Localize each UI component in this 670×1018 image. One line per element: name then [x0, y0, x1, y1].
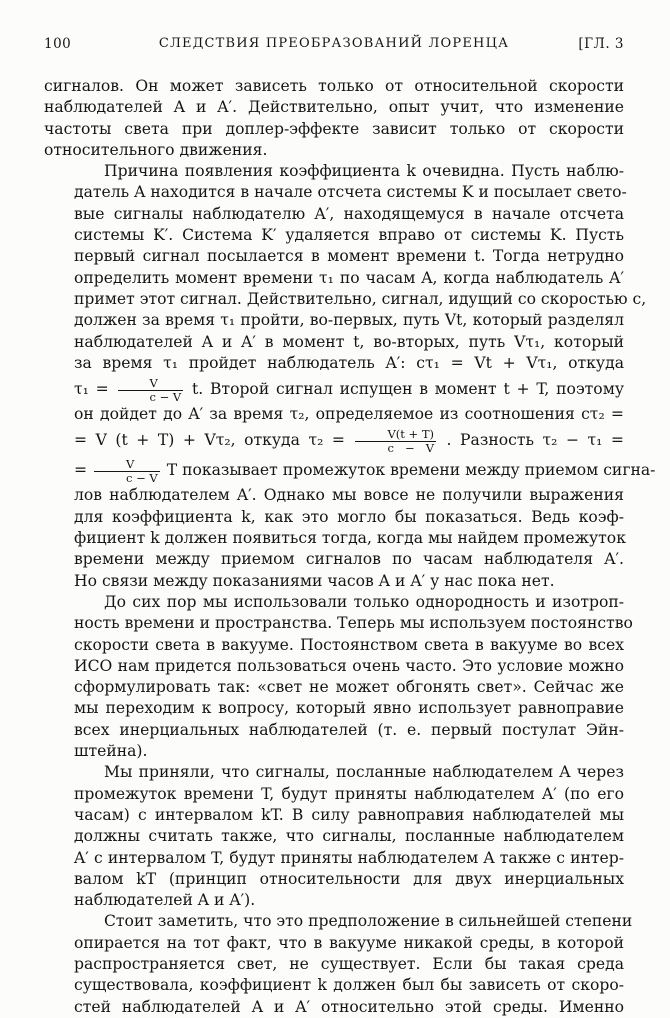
paragraph-4 [44, 762, 624, 911]
formula-line-tau2 [44, 425, 624, 455]
text-line: он дойдет до A′ за время τ₂, определяемое из соотношения cτ₂ = [74, 405, 624, 424]
text-line: датель A находится в начале отсчета системы K и посылает свето- [74, 183, 627, 202]
text-line: сигналов. Он может зависеть только от относительной скорости [44, 77, 624, 95]
text-line: лов наблюдателем A′. Однако мы вовсе не получили выражения [74, 486, 624, 505]
formula-line-tau1 [44, 374, 624, 404]
paragraph-1 [44, 76, 624, 161]
text-line: определить момент времени τ₁ по часам A, когда наблюдатель A′ [74, 268, 624, 287]
text-line: существовала, коэффициент k должен был бы зависеть от скоро- [74, 976, 624, 995]
fraction-numerator: V(t + T) [355, 428, 436, 442]
text-line: фициент k должен появиться тогда, когда мы найдем промежуток [74, 529, 626, 548]
text-line: всех инерциальных наблюдателей (т. е. первый постулат Эйн- [74, 720, 624, 739]
formula-lead: τ₁ = [74, 380, 109, 399]
paragraph-3 [44, 592, 633, 762]
text-line: ность времени и пространства. Теперь мы используем постоянство [74, 614, 633, 633]
text-line: частоты света при доплер-эффекте зависит только от скорости [44, 119, 624, 138]
text-line: опирается на тот факт, что в вакууме никакой среды, в которой [74, 933, 624, 952]
running-title: СЛЕДСТВИЯ ПРЕОБРАЗОВАНИЙ ЛОРЕНЦА [158, 36, 510, 51]
text-line: Мы приняли, что сигналы, посланные наблюдателем A через [104, 763, 624, 782]
paragraph-5 [44, 911, 633, 1017]
text-line: Причина появления коэффициента k очевидна. Пусть наблю- [104, 162, 624, 181]
formula-rest: . Разность τ₂ − τ₁ = [446, 431, 624, 450]
text-line: вые сигналы наблюдателю A′, находящемуся в начале отсчета [74, 204, 624, 223]
text-line: наблюдателей A и A′. Действительно, опыт учит, что изменение [44, 98, 624, 117]
text-line: До сих пор мы использовали только однородность и изотроп- [104, 592, 624, 611]
text-line: промежуток времени T, будут приняты наблюдателем A′ (по его [74, 784, 624, 803]
text-line: должны считать также, что сигналы, посланные наблюдателем [74, 827, 624, 846]
text-line: Но связи между показаниями часов A и A′ у нас пока нет. [74, 571, 555, 590]
fraction [94, 458, 160, 485]
fraction [355, 428, 436, 455]
chapter-label: [ГЛ. 3 [578, 36, 624, 52]
text-line: стей наблюдателей A и A′ относительно этой среды. Именно [74, 997, 624, 1016]
text-line: штейна). [74, 742, 148, 761]
text-line: ИСО нам придется пользоваться очень часто. Это условие можно [74, 656, 624, 675]
fraction-denominator: c − V [149, 389, 182, 404]
text-line: скорости света в вакууме. Постоянством света в вакууме во всех [74, 635, 624, 654]
fraction-numerator: V [118, 377, 184, 391]
formula-lead: = V (t + T) + Vτ₂, откуда τ₂ = [74, 431, 345, 450]
text-line: системы K′. Система K′ удаляется вправо от системы K. Пусть [74, 226, 624, 245]
fraction-denominator: c − V [387, 440, 435, 455]
paragraph-2 [44, 161, 656, 592]
formula-rest: t. Второй сигнал испущен в момент t + T, поэтому [191, 380, 624, 399]
text-line: за время τ₁ пройдет наблюдатель A′: cτ₁ = Vt + Vτ₁, откуда [74, 353, 624, 372]
fraction-numerator: V [94, 458, 160, 472]
page-number: 100 [44, 36, 72, 52]
text-line: относительного движения. [44, 140, 268, 159]
text-line: наблюдателей A и A′ в момент t, во-вторых, путь Vτ₁, который [74, 332, 624, 351]
text-line: первый сигнал посылается в момент времени t. Тогда нетрудно [74, 247, 624, 266]
text-line: мы переходим к вопросу, который явно использует равноправие [74, 699, 624, 718]
text-line: сформулировать так: «свет не может обгонять свет». Сейчас же [74, 678, 624, 697]
running-header [44, 36, 624, 58]
fraction [118, 377, 184, 404]
page-body [44, 76, 656, 1018]
text-line: наблюдателей A и A′). [74, 891, 256, 910]
fraction-denominator: c − V [126, 470, 158, 485]
formula-lead: = [74, 461, 88, 480]
text-line: должен за время τ₁ пройти, во-первых, путь Vt, который разделял [74, 311, 624, 330]
text-line: валом kT (принцип относительности для двух инерциальных [74, 869, 624, 888]
text-line: примет этот сигнал. Действительно, сигнал, идущий со скоростью c, [74, 289, 647, 308]
formula-line-difference [44, 455, 656, 485]
text-line: Стоит заметить, что это предположение в сильнейшей степени [104, 912, 633, 931]
text-line: времени между приемом сигналов по часам наблюдателя A′. [74, 550, 624, 569]
text-line: часам) с интервалом kT. В силу равноправия наблюдателей мы [74, 805, 624, 824]
text-line: распространяется свет, не существует. Если бы такая среда [74, 954, 624, 973]
formula-rest: T показывает промежуток времени между приемом сигна- [166, 461, 656, 480]
text-line: A′ с интервалом T, будут приняты наблюдателем A также с интер- [74, 848, 624, 867]
text-line: для коэффициента k, как это могло бы показаться. Ведь коэф- [74, 507, 624, 526]
